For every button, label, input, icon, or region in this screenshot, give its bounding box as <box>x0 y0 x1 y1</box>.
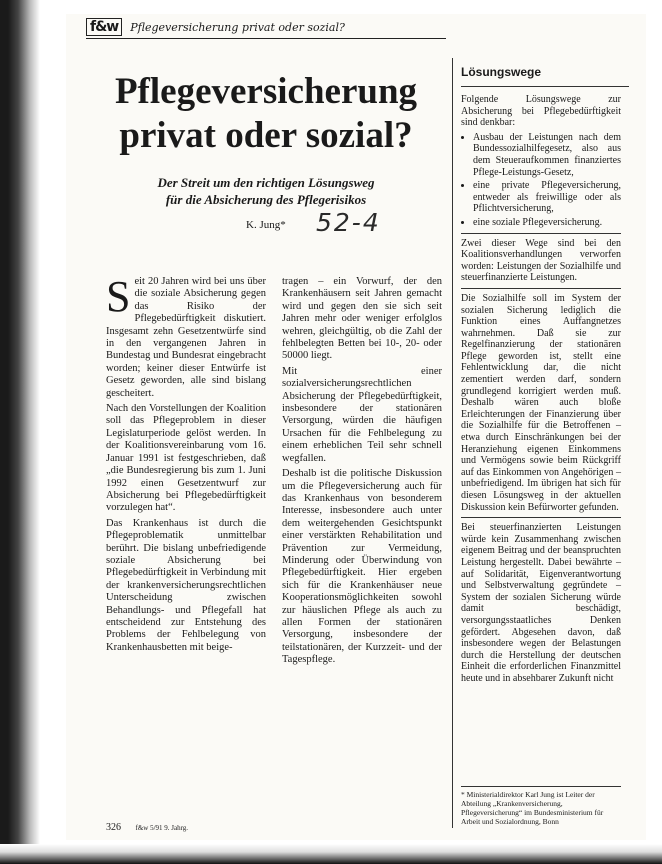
subtitle-line-1: Der Streit um den richtigen Lösungsweg <box>157 175 375 190</box>
section-divider <box>461 288 621 289</box>
running-head <box>86 16 446 39</box>
left-column <box>106 272 266 657</box>
right-paragraph-3: Bei steuerfinanzierten Leistungen würde kein Zusammenhang zwischen eigenem Beitrag und der beanspruchten Leistung hergestellt. Dabei bewährte – auf Solidarität, Eigenverantwortung und Selbstverwaltung gegründete – System der sozialen Sicherung würde damit beschädigt, versorgungsstaatliches Denken gefördert. Abgesehen davon, daß insbesondere wegen der Belastungen durch die Herstellung der deutschen Einheit die erforderlichen Finanzmittel heute und in absehbarer Zukunft nicht <box>461 522 621 684</box>
mid-paragraph-3: Deshalb ist die politische Diskussion um die Pflegeversicherung auch für das Krankenhaus von besonderem Interesse, insbesondere auch unter dem weitergehenden Gesichtspunkt einer verstärkten Rehabilitation und Prävention zur Vermeidung, Minderung oder Überwindung von Pflegebedürftigkeit. Hier ergeben sich für die Krankenhäuser neue Kooperationsmöglichkeiten sowohl zur häuslichen Pflege als auch zu allen Formen der stationären Versorgung, insbesondere der teilstationären, der Kurzzeit- und der Tagespflege. <box>282 468 442 666</box>
right-paragraph-1: Zwei dieser Wege sind bei den Koalitionsverhandlungen verworfen worden: Leistungen der Sozialhilfe und steuerfinanzierte Leistungen. <box>461 237 621 284</box>
list-item: • eine soziale Pflegeversicherung. <box>473 217 621 229</box>
page-number: 326 <box>106 822 121 833</box>
list-item: • eine private Pflegeversicherung, entweder als freiwillige oder als Pflichtversicherung, <box>473 180 621 215</box>
left-paragraph-3: Das Krankenhaus ist durch die Pflegeproblematik unmittelbar berührt. Die bislang unbefriedigende soziale Absicherung bei Pflegebedürftigkeit in Verbindung mit der krankenversicherungsrechtlichen Unterscheidung zwischen Behandlungs- und Pflegefall hat entscheidend zur Entstehung des Problems der Fehlbelegung von Krankenhausbetten mit beige- <box>106 517 266 653</box>
running-head-text: Pflegeversicherung privat oder sozial? <box>130 20 345 34</box>
handwritten-note: 52-4 <box>316 208 381 237</box>
journal-issue: f&w 5/91 9. Jahrg. <box>135 824 189 832</box>
mid-paragraph-1: tragen – ein Vorwurf, der den Krankenhäusern seit Jahren gemacht wird und gegen den sie sich seit Jahren mehr oder weniger erfolglos wehren, gleichgültig, ob die Zahl der fehlbelegten Betten bei 10-, 20- oder 50000 liegt. <box>282 276 442 362</box>
middle-column <box>282 276 442 670</box>
journal-logo: f&w <box>86 18 122 36</box>
title-line-2: privat oder sozial? <box>119 115 413 156</box>
section-divider <box>461 517 621 518</box>
right-intro: Folgende Lösungswege zur Absicherung bei Pflegebedürftigkeit sind denkbar: <box>461 94 621 129</box>
right-column <box>461 94 621 688</box>
scan-bottom-shadow <box>0 844 662 864</box>
author-footnote: * Ministerialdirektor Karl Jung ist Leiter der Abteilung „Krankenversicherung, Pflegeversicherung“ im Bundesministerium für Arbeit und Sozialordnung, Bonn <box>461 786 621 826</box>
author-line: K. Jung* <box>246 219 286 231</box>
article-title <box>96 70 436 158</box>
subtitle-line-2: für die Absicherung des Pflegerisikos <box>165 192 367 207</box>
drop-cap: S <box>106 272 131 321</box>
left-paragraph-1: Seit 20 Jahren wird bei uns über die soziale Absicherung gegen das Risiko der Pflegebedürftigkeit diskutiert. Insgesamt zehn Gesetzentwürfe sind in den vergangenen Jahren in Bundestag und Bundesrat eingebracht worden; keiner dieser Entwürfe ist Gesetz geworden, alle sind bislang gescheitert. <box>106 272 266 399</box>
sidebar-heading: Lösungswege <box>461 58 629 87</box>
page-footer <box>106 822 188 833</box>
document-page <box>66 14 646 840</box>
right-paragraph-2: Die Sozialhilfe soll im System der sozialen Sicherung lediglich die Funktion eines Auffangnetzes wahrnehmen. Daß sie zur Regelfinanzierung der stationären Pflege geworden ist, stellt eine Fehlentwicklung dar, die nicht zementiert werden darf, sondern grundlegend korrigiert werden muß. Deshalb wären auch bloße Erleichterungen der Finanzierung über die Sozialhilfe für die Betroffenen – etwa durch Einschränkungen bei der Heranziehung eigenen Einkommens und Vermögens sowie beim Rückgriff auf das Einkommen von Angehörigen – unbefriedigend. Im übrigen hat sich für diesen Lösungsweg in der aktuellen Diskussion kein Befürworter gefunden. <box>461 292 621 513</box>
options-list <box>461 132 621 229</box>
left-paragraph-2: Nach den Vorstellungen der Koalition soll das Pflegeproblem in dieser Legislaturperiode gelöst werden. In der Koalitionsvereinbarung vom 16. Januar 1991 ist festgeschrieben, daß „die Bundesregierung bis zum 1. Juni 1992 einen Gesetzentwurf zur Absicherung bei Pflegebedürftigkeit vorzulegen hat“. <box>106 403 266 514</box>
list-item: • Ausbau der Leistungen nach dem Bundessozialhilfegesetz, also aus dem Steueraufkommen finanziertes Pflege-Leistungs-Gesetz, <box>473 132 621 178</box>
scan-binding-shadow <box>0 0 40 864</box>
column-divider <box>452 58 453 828</box>
article-subtitle <box>106 174 426 208</box>
mid-paragraph-2: Mit einer sozialversicherungsrechtlichen Absicherung der Pflegebedürftigkeit, insbesondere der stationären Versorgung, würden die häufigen Ursachen für die Fehlbelegung zu einem erheblichen Teil sehr schnell wegfallen. <box>282 365 442 464</box>
section-divider <box>461 233 621 234</box>
title-line-1: Pflegeversicherung <box>114 71 418 112</box>
